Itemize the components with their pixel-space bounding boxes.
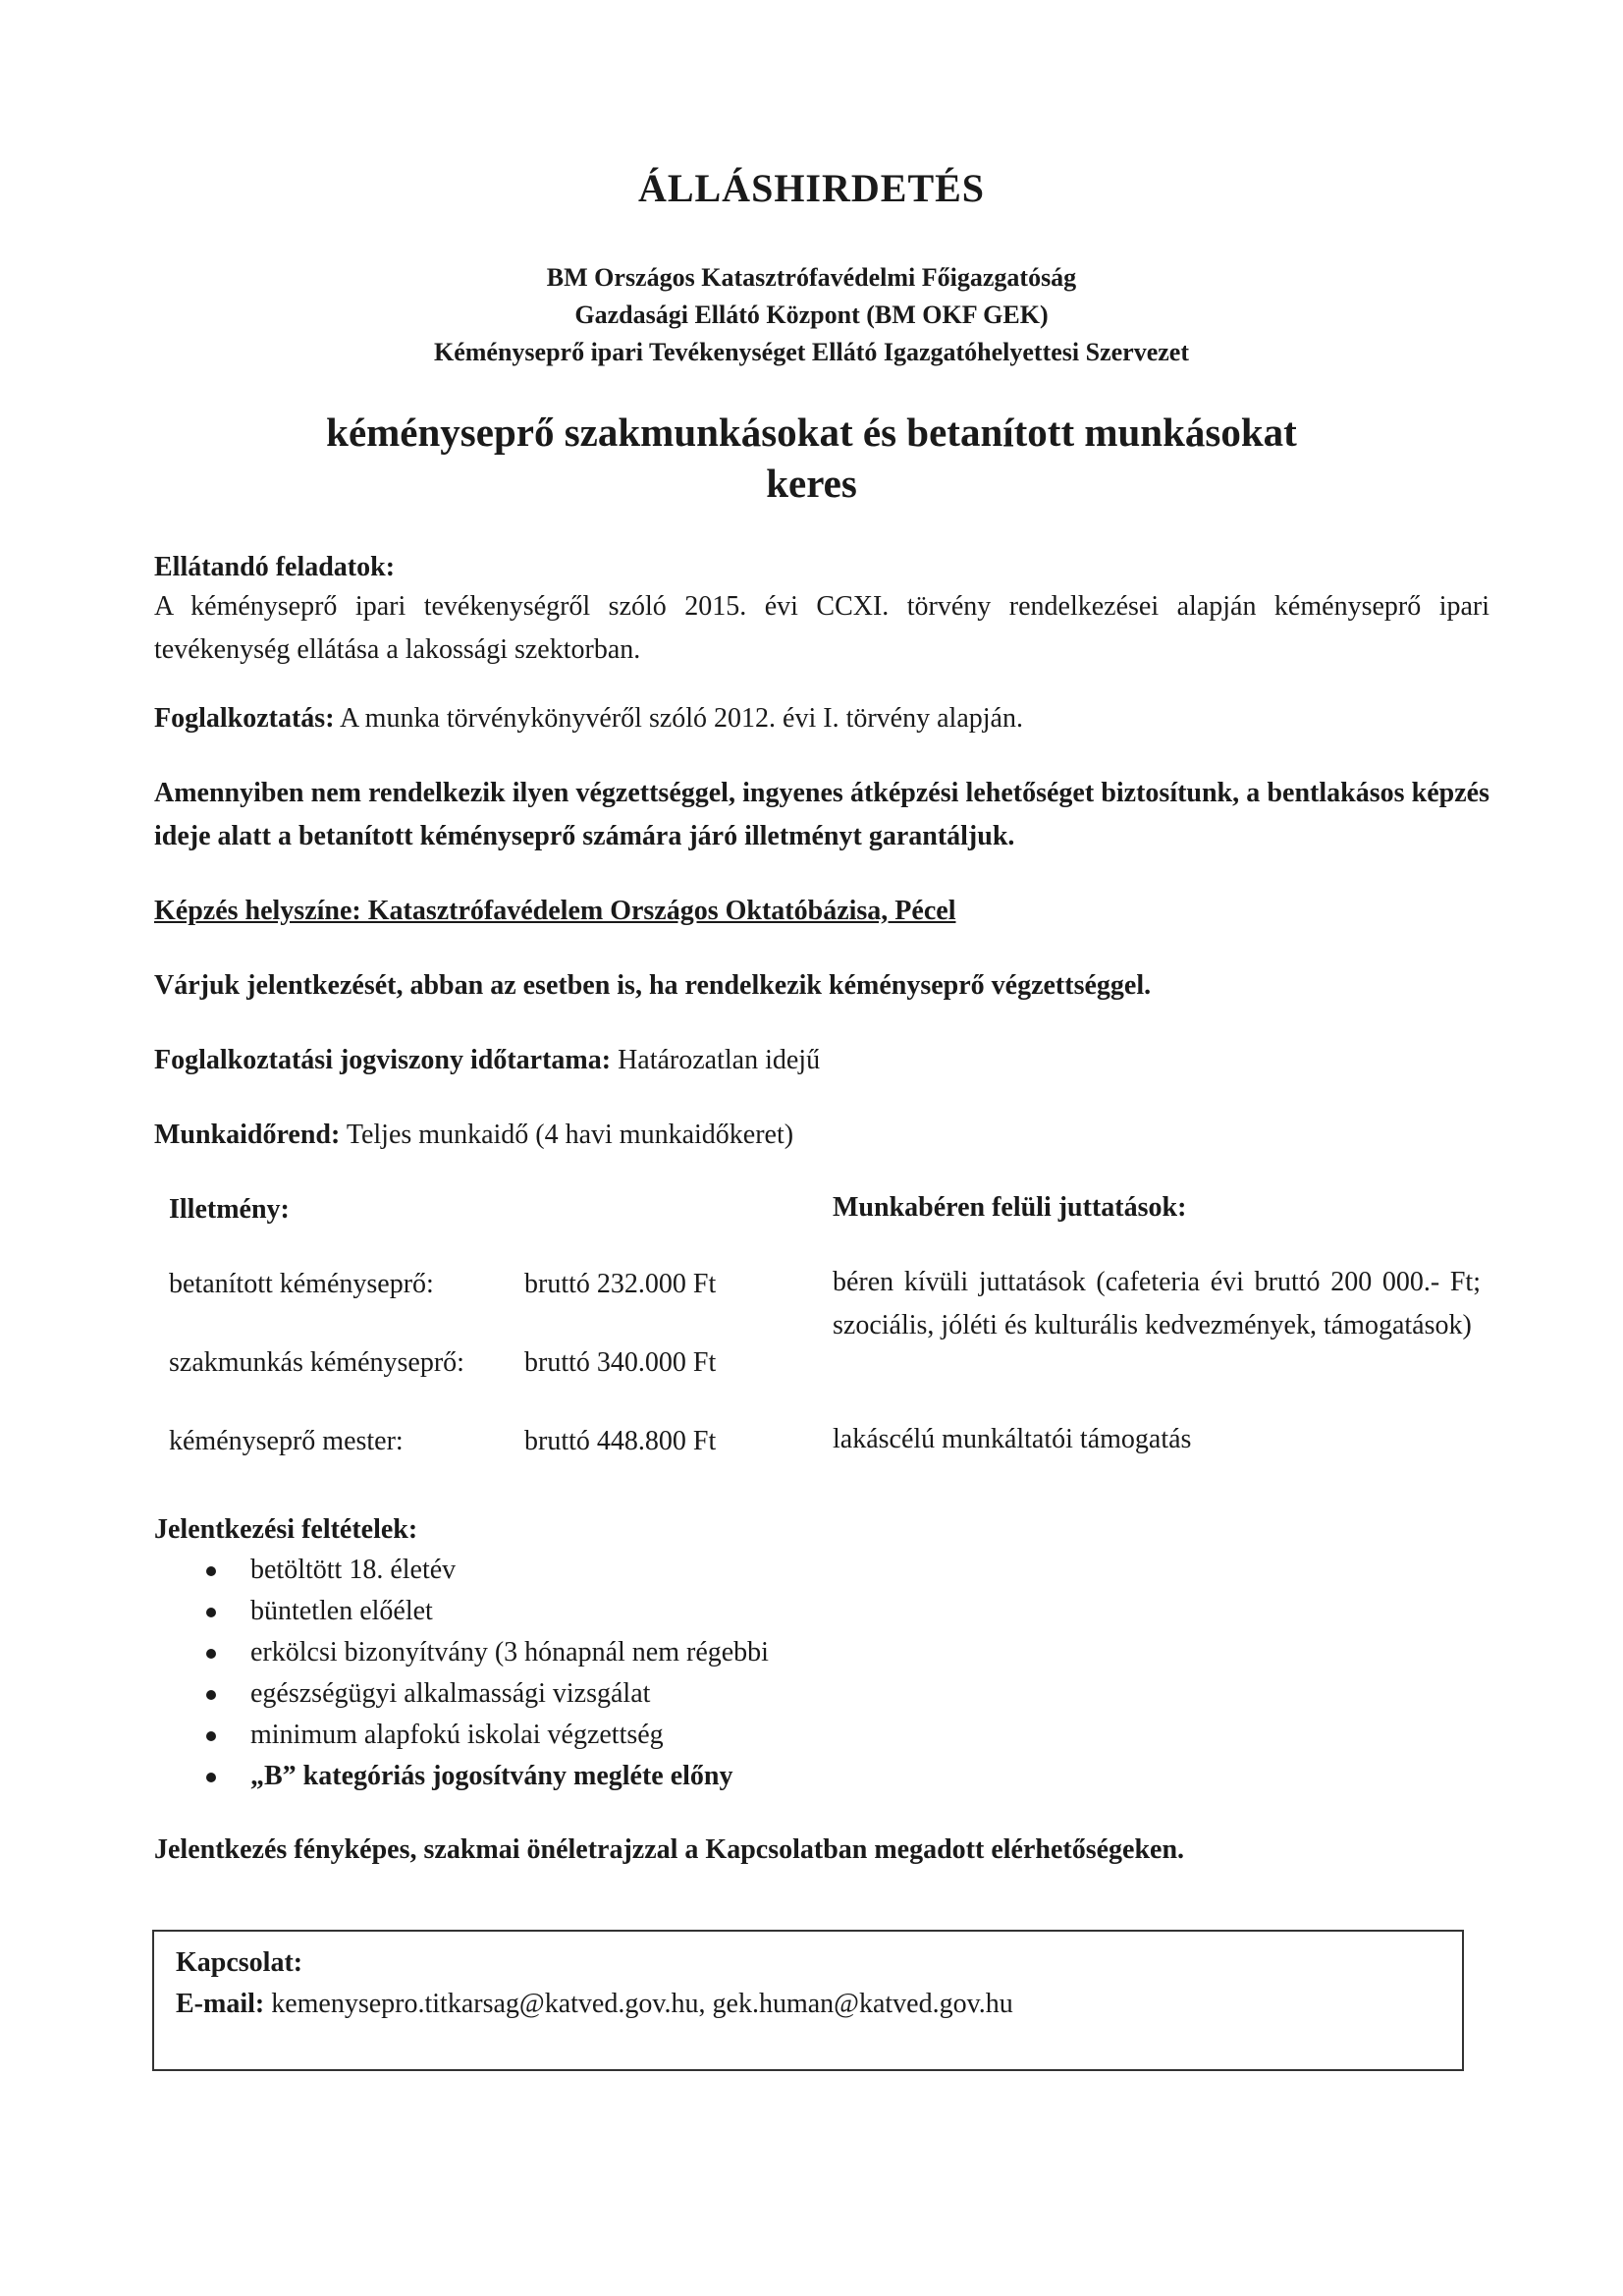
- requirements-label: Jelentkezési feltételek:: [154, 1514, 418, 1545]
- schedule-label: Munkaidőrend:: [154, 1120, 341, 1150]
- organization-line-1: BM Országos Katasztrófavédelmi Főigazgatóság: [546, 263, 1077, 292]
- bullet-icon: [206, 1649, 216, 1659]
- bullet-icon: [206, 1773, 216, 1782]
- organization-line-2: Gazdasági Ellátó Központ (BM OKF GEK): [574, 301, 1049, 329]
- requirement-text: minimum alapfokú iskolai végzettség: [250, 1720, 664, 1750]
- duration-label: Foglalkoztatási jogviszony időtartama:: [154, 1045, 612, 1075]
- headline-line-2: keres: [766, 461, 857, 506]
- salary-amount-1: bruttó 232.000 Ft: [524, 1269, 717, 1299]
- salary-role-1: betanított kéményseprő:: [169, 1269, 434, 1299]
- bullet-icon: [206, 1731, 216, 1741]
- requirement-text: büntetlen előélet: [250, 1596, 433, 1626]
- list-item: [196, 1673, 769, 1715]
- employment-text: A munka törvénykönyvéről szóló 2012. évi I. törvény alapján.: [340, 703, 1023, 734]
- requirements-list: [196, 1550, 769, 1797]
- benefits-item-1: béren kívüli juttatások (cafeteria évi bruttó 200 000.- Ft; szociális, jóléti és kulturális kedvezmények, támogatások): [833, 1267, 1481, 1340]
- list-item: [196, 1715, 769, 1756]
- schedule-section: [154, 1114, 1489, 1157]
- bullet-icon: [206, 1566, 216, 1576]
- salary-amount-3: bruttó 448.800 Ft: [524, 1426, 717, 1456]
- schedule-value: Teljes munkaidő (4 havi munkaidőkeret): [346, 1120, 794, 1150]
- training-offer: Amennyiben nem rendelkezik ilyen végzettséggel, ingyenes átképzési lehetőséget biztosítunk, a bentlakásos képzés ideje alatt a betanított kéményseprő számára járó illetményt garantáljuk.: [154, 778, 1489, 851]
- salary-role-2: szakmunkás kéményseprő:: [169, 1347, 464, 1378]
- email-addresses[interactable]: kemenysepro.titkarsag@katved.gov.hu, gek.human@katved.gov.hu: [271, 1989, 1013, 2019]
- employment-section: [154, 697, 1489, 740]
- contact-box: [152, 1930, 1464, 2071]
- tasks-label: Ellátandó feladatok:: [154, 552, 396, 582]
- document-title: ÁLLÁSHIRDETÉS: [637, 166, 986, 210]
- duration-section: [154, 1039, 1489, 1082]
- training-location: Képzés helyszíne: Katasztrófavédelem Országos Oktatóbázisa, Pécel: [154, 896, 956, 926]
- duration-value: Határozatlan idejű: [618, 1045, 821, 1075]
- tasks-text: A kéményseprő ipari tevékenységről szóló 2015. évi CCXI. törvény rendelkezései alapján kéményseprő ipari tevékenység ellátása a lakossági szektorban.: [154, 591, 1489, 665]
- list-item: [196, 1591, 769, 1632]
- apply-instructions: Jelentkezés fényképes, szakmai önéletrajzzal a Kapcsolatban megadott elérhetőségeken.: [154, 1834, 1185, 1865]
- invitation: Várjuk jelentkezését, abban az esetben is, ha rendelkezik kéményseprő végzettséggel.: [154, 970, 1152, 1001]
- benefits-item-2: lakáscélú munkáltatói támogatás: [833, 1424, 1192, 1454]
- headline-line-1: kéményseprő szakmunkásokat és betanított munkásokat: [326, 410, 1297, 455]
- contact-email-row: [176, 1989, 1013, 2020]
- contact-label: Kapcsolat:: [176, 1947, 303, 1978]
- requirement-text: egészségügyi alkalmassági vizsgálat: [250, 1678, 651, 1709]
- salary-amount-2: bruttó 340.000 Ft: [524, 1347, 717, 1378]
- list-item: [196, 1756, 769, 1797]
- requirement-text: erkölcsi bizonyítvány (3 hónapnál nem régebbi: [250, 1637, 769, 1667]
- email-label: E-mail:: [176, 1989, 265, 2019]
- requirement-text: betöltött 18. életév: [250, 1555, 457, 1585]
- salary-header: Illetmény:: [169, 1194, 290, 1225]
- list-item: [196, 1550, 769, 1591]
- benefits-header: Munkabéren felüli juttatások:: [833, 1192, 1187, 1223]
- employment-label: Foglalkoztatás:: [154, 703, 335, 734]
- bullet-icon: [206, 1608, 216, 1617]
- requirement-text: „B” kategóriás jogosítvány megléte előny: [250, 1761, 733, 1791]
- organization-line-3: Kéményseprő ipari Tevékenységet Ellátó Igazgatóhelyettesi Szervezet: [434, 338, 1189, 366]
- list-item: [196, 1632, 769, 1673]
- salary-role-3: kéményseprő mester:: [169, 1426, 404, 1456]
- bullet-icon: [206, 1690, 216, 1700]
